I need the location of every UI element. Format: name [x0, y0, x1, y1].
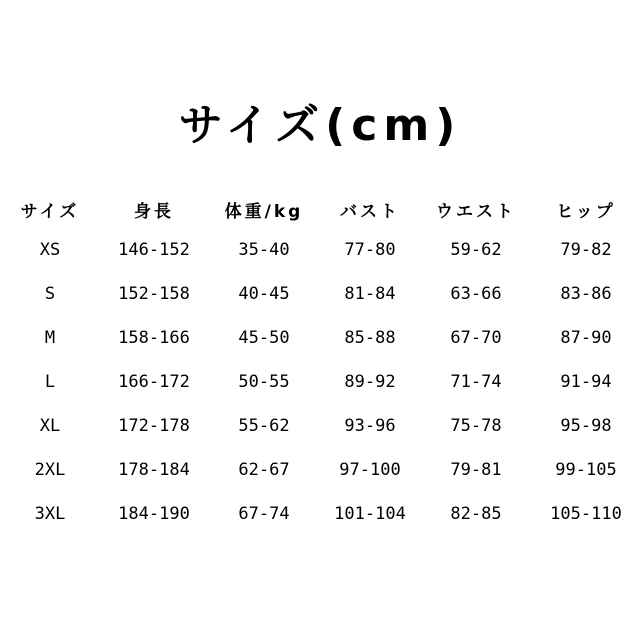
- table-row: [0, 448, 640, 492]
- cell-bust: 85-88: [344, 328, 396, 348]
- cell-waist: 63-66: [450, 284, 502, 304]
- cell-waist: 82-85: [450, 504, 502, 524]
- cell-waist: 67-70: [450, 328, 502, 348]
- cell-hip: 91-94: [560, 372, 612, 392]
- cell-bust: 89-92: [344, 372, 396, 392]
- table-row: [0, 272, 640, 316]
- cell-bust: 97-100: [339, 460, 401, 480]
- cell-size: S: [44, 284, 56, 304]
- cell-height: 146-152: [118, 240, 190, 260]
- cell-hip: 95-98: [560, 416, 612, 436]
- cell-waist: 71-74: [450, 372, 502, 392]
- table-row: [0, 228, 640, 272]
- cell-bust: 77-80: [344, 240, 396, 260]
- header-weight: 体重/kg: [224, 201, 304, 222]
- cell-size: 2XL: [34, 460, 66, 480]
- size-table: [0, 190, 640, 536]
- cell-size: L: [44, 372, 56, 392]
- cell-height: 152-158: [118, 284, 190, 304]
- cell-weight: 55-62: [238, 416, 290, 436]
- header-size: サイズ: [20, 201, 80, 222]
- table-row: [0, 492, 640, 536]
- cell-weight: 67-74: [238, 504, 290, 524]
- cell-hip: 105-110: [550, 504, 622, 524]
- cell-weight: 50-55: [238, 372, 290, 392]
- cell-height: 158-166: [118, 328, 190, 348]
- table-header-row: [0, 190, 640, 228]
- cell-size: 3XL: [34, 504, 66, 524]
- cell-size: M: [44, 328, 56, 348]
- cell-hip: 87-90: [560, 328, 612, 348]
- cell-height: 166-172: [118, 372, 190, 392]
- cell-waist: 79-81: [450, 460, 502, 480]
- cell-weight: 35-40: [238, 240, 290, 260]
- table-row: [0, 404, 640, 448]
- cell-size: XS: [39, 240, 61, 260]
- cell-bust: 93-96: [344, 416, 396, 436]
- cell-weight: 40-45: [238, 284, 290, 304]
- header-waist: ウエスト: [436, 201, 516, 222]
- cell-size: XL: [39, 416, 61, 436]
- page-title: サイズ(cm): [178, 100, 462, 151]
- cell-height: 178-184: [118, 460, 190, 480]
- cell-hip: 99-105: [555, 460, 617, 480]
- header-bust: バスト: [340, 201, 400, 222]
- table-row: [0, 360, 640, 404]
- cell-hip: 83-86: [560, 284, 612, 304]
- cell-weight: 45-50: [238, 328, 290, 348]
- cell-bust: 81-84: [344, 284, 396, 304]
- cell-bust: 101-104: [334, 504, 406, 524]
- cell-waist: 59-62: [450, 240, 502, 260]
- table-row: [0, 316, 640, 360]
- cell-height: 184-190: [118, 504, 190, 524]
- cell-weight: 62-67: [238, 460, 290, 480]
- cell-height: 172-178: [118, 416, 190, 436]
- cell-waist: 75-78: [450, 416, 502, 436]
- cell-hip: 79-82: [560, 240, 612, 260]
- header-hip: ヒップ: [556, 201, 616, 222]
- header-height: 身長: [134, 201, 174, 222]
